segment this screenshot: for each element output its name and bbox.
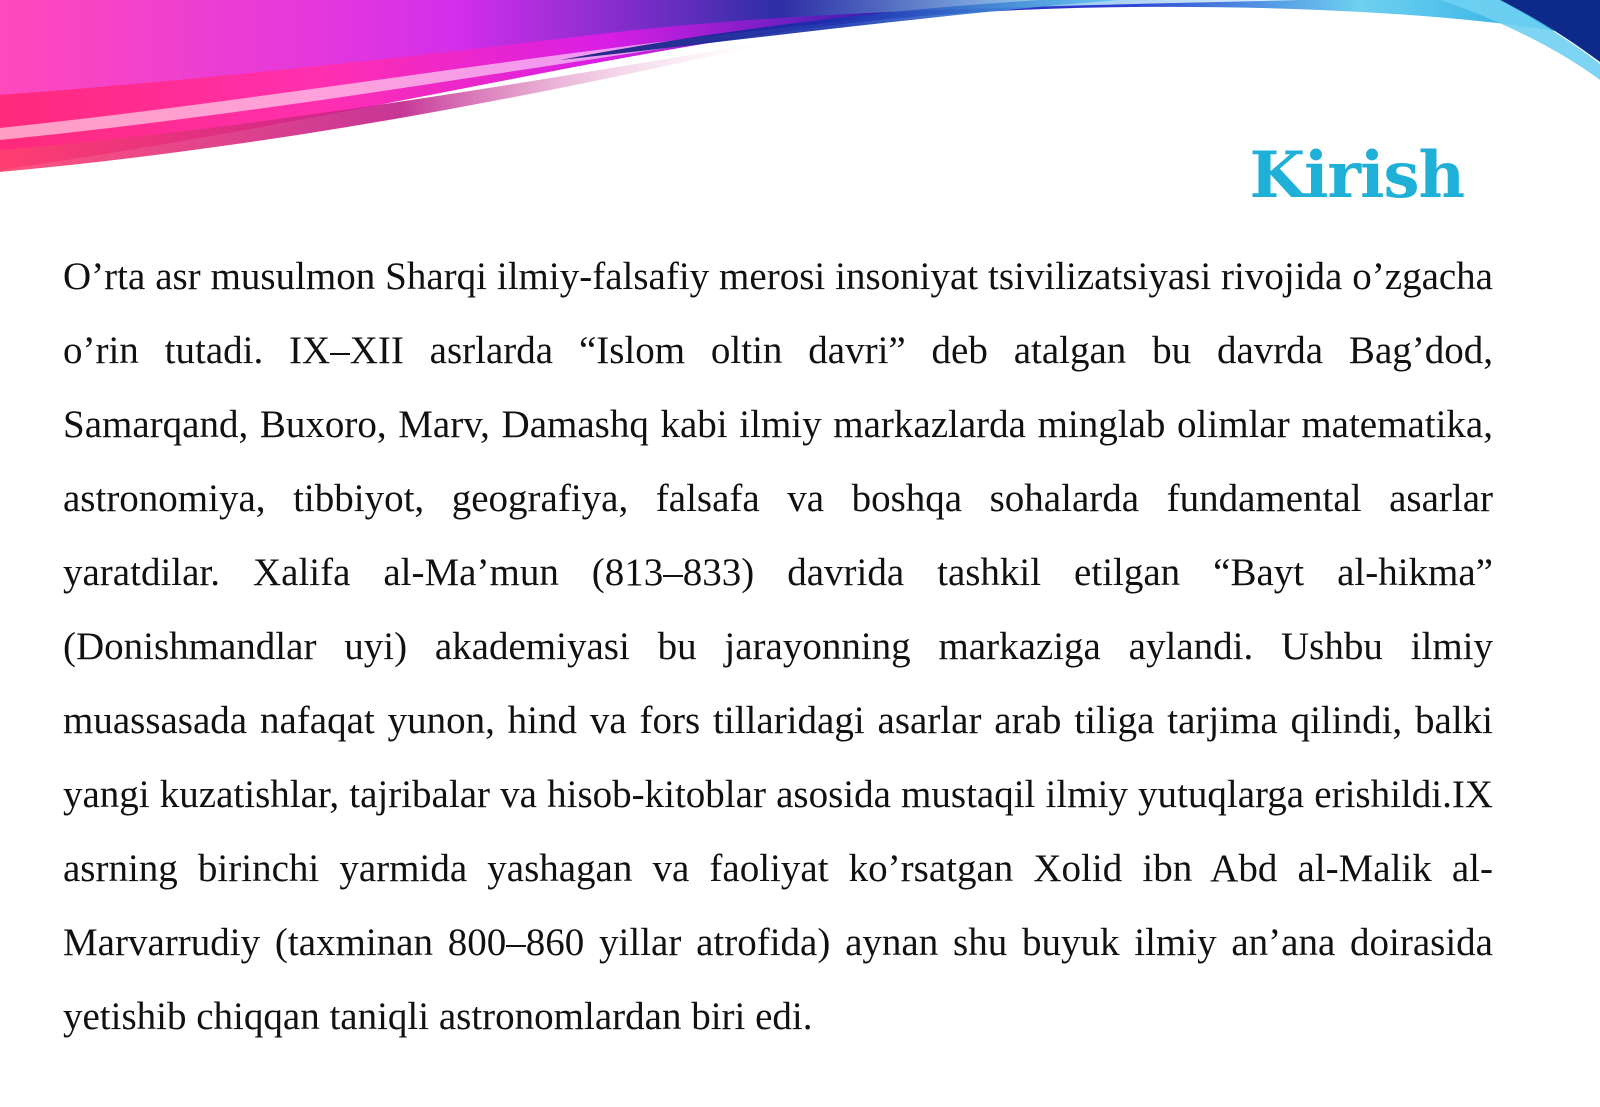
slide-title: Kirish (1249, 138, 1464, 213)
body-paragraph: O’rta asr musulmon Sharqi ilmiy-falsafiy merosi insoniyat tsivilizatsiyasi rivojida o’zgacha o’rin tutadi. IX–XII asrlarda “Islom oltin davri” deb atalgan bu davrda Bag’dod, Samarqand, Buxoro, Marv, Damashq kabi ilmiy markazlarda minglab olimlar matematika, astronomiya, tibbiyot, geografiya, falsafa va boshqa sohalarda fundamental asarlar yaratdilar. Xalifa al-Ma’mun (813–833) davrida tashkil etilgan “Bayt al-hikma” (Donishmandlar uyi) akademiyasi bu jarayonning markaziga aylandi. Ushbu ilmiy muassasada nafaqat yunon, hind va fors tillaridagi asarlar arab tiliga tarjima qilindi, balki yangi kuzatishlar, tajribalar va hisob-kitoblar asosida mustaqil ilmiy yutuqlarga erishildi.IX asrning birinchi yarmida yashagan va faoliyat ko’rsatgan Xolid ibn Abd al-Malik al-Marvarrudiy (taxminan 800–860 yillar atrofida) aynan shu buyuk ilmiy an’ana doirasida yetishib chiqqan taniqli astronomlardan biri edi. (63, 255, 1493, 1038)
